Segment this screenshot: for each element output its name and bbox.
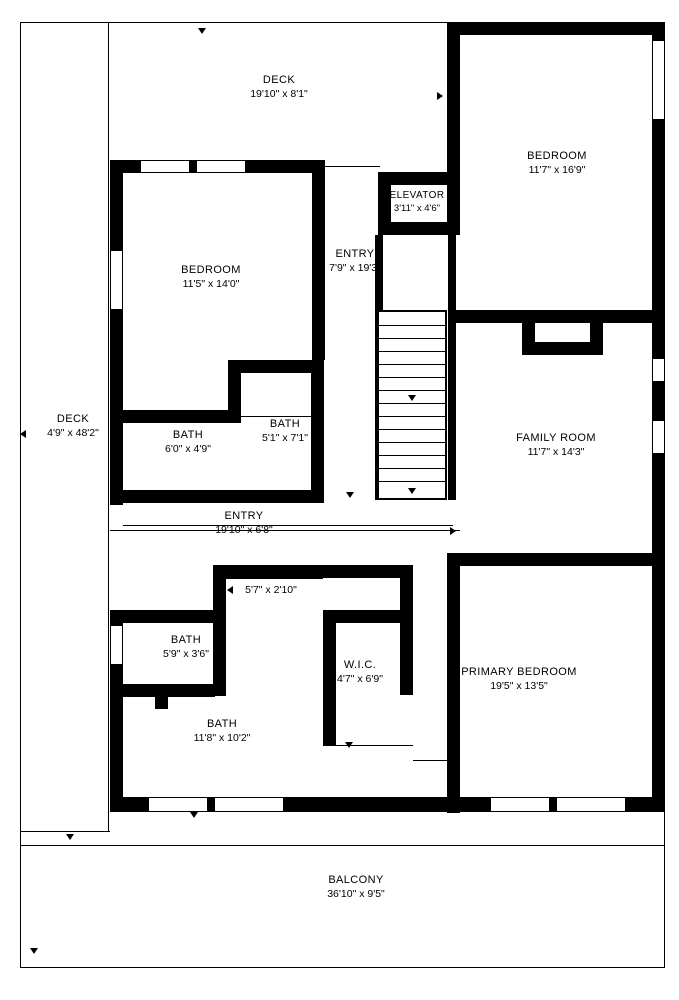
arrow-balcony-left [66,834,74,840]
window-lower-left [110,625,123,665]
room-dimension: 5'1" x 7'1" [262,431,308,444]
wall-bath-top [228,360,324,373]
deck-left-edge-line [108,22,109,832]
room-dimension: 19'10" x 8'1" [250,87,308,100]
room-dimension: 3'11" x 4'6" [393,202,441,214]
arrow-bottom-1 [190,812,198,818]
detail-line-bath-upper-2 [241,416,311,417]
arrow-primary-top [525,560,533,566]
detail-line-entry-bottom [123,525,453,526]
arrow-entry-bottom [346,492,354,498]
wall-right-upper [652,118,665,358]
room-name: BATH [170,634,202,646]
room-label [327,874,385,901]
wall-primary-left [447,553,460,813]
deck-bottom-edge-line [20,831,110,832]
arrow-wic [345,742,353,748]
room-label [337,659,383,686]
window-bottom-1 [148,797,208,812]
room-dimension: 19'10" x 6'8" [215,523,273,536]
room-dimension: 5'9" x 3'6" [163,647,209,660]
window-bottom-2 [214,797,284,812]
arrow-bottom-2 [380,800,388,806]
room-label [243,570,298,597]
detail-line-bath-lower [123,690,213,691]
room-label [516,432,596,459]
wall-right-lower [652,452,665,812]
room-label [163,634,209,661]
room-name: BALCONY [328,874,384,886]
staircase [377,310,447,500]
wall-bath-bottom [110,490,324,503]
arrow-balcony-bottom [30,948,38,954]
room-dimension: 11'8" x 10'2" [193,731,251,744]
arrow-deck-top-right [492,28,500,34]
wall-bath-lower-top [110,610,226,623]
arrow-stair-1 [408,395,416,401]
room-label [250,74,308,101]
arrow-deck-right [437,92,443,100]
window-right-1 [652,40,665,120]
wall-bath-lower-divider-v [155,684,168,709]
room-dimension: 4'9" x 48'2" [47,426,99,439]
room-label [165,429,211,456]
wall-elevator-right-vertical [447,22,460,172]
arrow-entry-right [450,527,456,535]
window-bottom-4 [556,797,626,812]
room-name: LAUNDRY [243,570,299,582]
room-label [390,190,445,214]
room-dimension: 19'5" x 13'5" [490,679,548,692]
room-name: BATH [269,418,301,430]
room-name: BATH [172,429,204,441]
room-dimension: 6'0" x 4'9" [165,442,211,455]
wall-lower-right-vertical [400,565,413,695]
arrow-stair-2 [408,488,416,494]
room-label [194,718,251,745]
room-dimension: 11'5" x 14'0" [182,277,240,290]
window-bedroom-top-2 [196,160,246,173]
room-name: FAMILY ROOM [516,432,596,444]
wall-bedroom-right-vertical [312,160,325,360]
room-name: ENTRY [224,510,264,522]
divider-mid-line [110,530,460,531]
room-name: W.I.C. [343,659,377,671]
room-label [329,248,381,275]
detail-line-primary-left [413,760,447,761]
room-name: DECK [56,413,90,425]
wall-stair-right [448,235,456,500]
wall-bath-lower-right-v [213,610,226,696]
window-right-3 [652,420,665,454]
wall-left-exterior-upper [110,160,123,505]
room-label [262,418,308,445]
window-bedroom-top-1 [140,160,190,173]
room-dimension: 5'7" x 2'10" [245,583,297,596]
room-label [215,510,273,537]
room-dimension: 11'7" x 14'3" [527,445,585,458]
wall-top-right [447,22,665,35]
detail-line-wic-bottom [323,745,413,746]
detail-line-bath-upper [123,416,223,417]
arrow-deck-left [20,430,26,438]
arrow-bath-lower [128,686,136,692]
room-name: ELEVATOR [389,190,445,201]
arrow-laundry [227,586,233,594]
deck-inner-line [20,845,665,846]
wall-family-room-top [455,310,652,323]
room-label [181,264,241,291]
wall-lower-laundry-left [213,565,226,615]
wall-wic-left [323,610,336,745]
room-name: BATH [206,718,238,730]
room-name: BEDROOM [527,150,587,162]
wall-bath-right-vertical [311,372,324,502]
window-right-2 [652,358,665,382]
wall-family-room-notch-v2 [590,310,603,355]
room-name: DECK [262,74,296,86]
room-dimension: 7'9" x 19'3" [329,261,381,274]
room-dimension: 4'7" x 6'9" [337,672,383,685]
wall-elevator-right [447,172,460,235]
room-name: PRIMARY BEDROOM [461,666,577,678]
room-name: BEDROOM [181,264,241,276]
room-label [47,413,99,440]
window-bottom-3 [490,797,550,812]
arrow-bedroom-left-1 [175,410,183,416]
detail-line-deck-top [325,166,380,167]
room-dimension: 36'10" x 9'5" [327,887,385,900]
wall-lower-top-right [447,553,665,566]
arrow-deck-top-left [198,28,206,34]
room-dimension: 11'7" x 16'9" [528,163,586,176]
wall-wic-top [323,610,413,623]
room-label [461,666,577,693]
window-left-exterior-1 [110,250,123,310]
room-label [527,150,587,177]
room-name: ENTRY [335,248,375,260]
arrow-bath-upper [228,410,236,416]
